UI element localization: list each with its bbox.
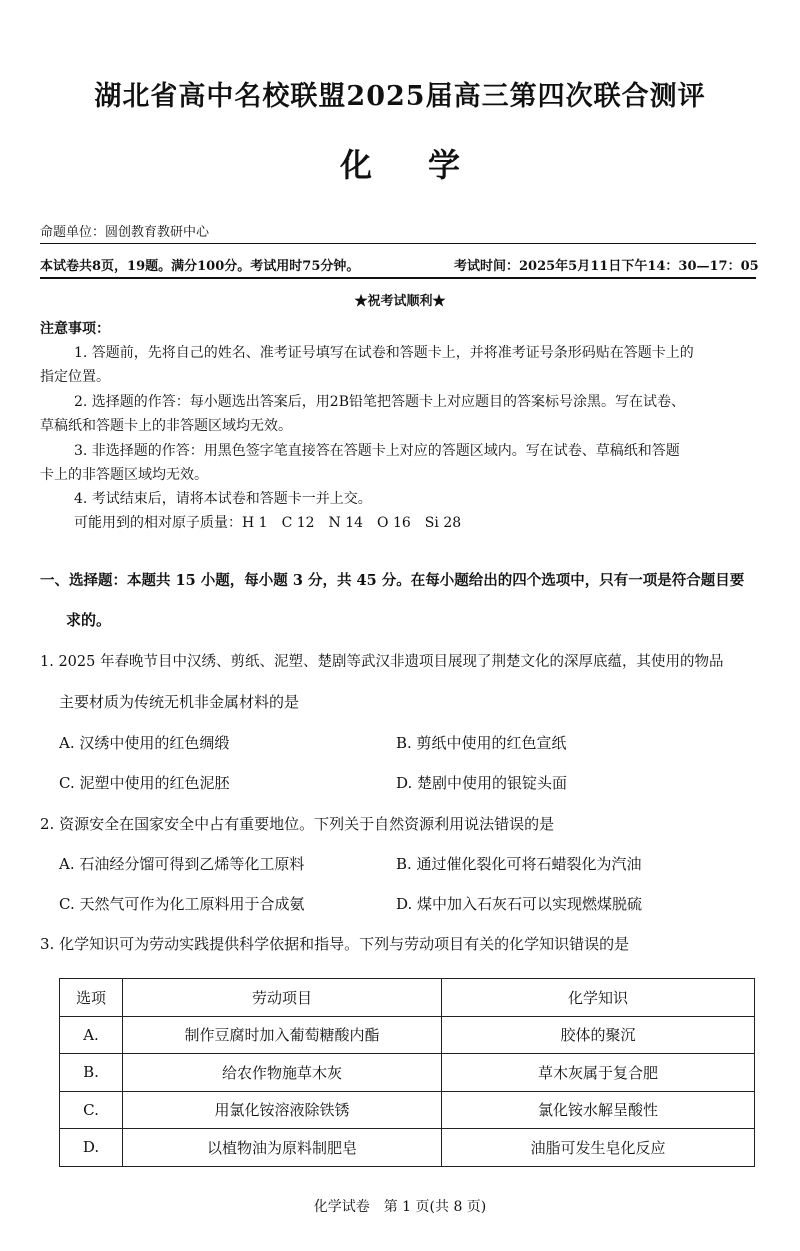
q2-option-d: D. 煤中加入石灰石可以实现燃煤脱硫 [396, 895, 643, 913]
notes-heading: 注意事项： [40, 321, 110, 337]
section-heading-cont: 求的。 [66, 611, 112, 629]
table-cell: 以植物油为原料制肥皂 [123, 1129, 442, 1167]
q2-option-c: C. 天然气可作为化工原料用于合成氨 [59, 895, 305, 913]
q2-option-b: B. 通过催化裂化可将石蜡裂化为汽油 [396, 855, 642, 873]
table-cell: 用氯化铵溶液除铁锈 [123, 1091, 442, 1129]
q1-option-d: D. 楚剧中使用的银锭头面 [396, 774, 568, 792]
table-header-cell: 劳动项目 [123, 979, 442, 1017]
table-cell: A. [60, 1016, 123, 1054]
exam-title: 湖北省高中名校联盟2025届高三第四次联合测评 [94, 81, 706, 112]
table-cell: 给农作物施草木灰 [123, 1054, 442, 1092]
note-line: 2. 选择题的作答：每小题选出答案后，用2B铅笔把答题卡上对应题目的答案标号涂黑。写在试卷、 [74, 394, 686, 410]
table-header-cell: 化学知识 [442, 979, 755, 1017]
section-heading: 一、选择题：本题共 15 小题，每小题 3 分，共 45 分。在每小题给出的四个选项中，只有一项是符合题目要 [40, 572, 745, 589]
page-footer: 化学试卷 第 1 页(共 8 页) [313, 1199, 487, 1215]
divider-top [40, 243, 756, 244]
table-cell: 氯化铵水解呈酸性 [442, 1091, 755, 1129]
q2-option-a: A. 石油经分馏可得到乙烯等化工原料 [59, 855, 305, 873]
table-cell: 制作豆腐时加入葡萄糖酸内酯 [123, 1016, 442, 1054]
q1-stem-cont: 主要材质为传统无机非金属材料的是 [59, 693, 300, 711]
table-cell: 胶体的聚沉 [442, 1016, 755, 1054]
note-line: 卡上的非答题区域均无效。 [40, 467, 208, 483]
note-line: 3. 非选择题的作答：用黑色签字笔直接答在答题卡上对应的答题区域内。写在试卷、草稿纸和答题 [74, 443, 680, 459]
exam-info-right: 考试时间：2025年5月11日下午14：30—17：05 [454, 259, 759, 274]
table-cell: 油脂可发生皂化反应 [442, 1129, 755, 1167]
subject-title: 化学 [339, 146, 516, 184]
table-row [60, 1016, 755, 1054]
wish-line: ★祝考试顺利★ [354, 294, 446, 309]
note-line: 指定位置。 [40, 369, 110, 385]
table-cell: B. [60, 1054, 123, 1092]
exam-info-left: 本试卷共8页，19题。满分100分。考试用时75分钟。 [40, 259, 360, 274]
table-cell: 草木灰属于复合肥 [442, 1054, 755, 1092]
atomic-masses: 可能用到的相对原子质量：H 1 C 12 N 14 O 16 Si 28 [74, 515, 462, 531]
table-cell: C. [60, 1091, 123, 1129]
table-row [60, 1091, 755, 1129]
table-row [60, 1129, 755, 1167]
table-cell: D. [60, 1129, 123, 1167]
table-header-row [60, 979, 755, 1017]
note-line: 4. 考试结束后，请将本试卷和答题卡一并上交。 [74, 491, 372, 507]
divider-bottom [40, 277, 756, 279]
q1-option-a: A. 汉绣中使用的红色绸缎 [59, 734, 230, 752]
q1-option-b: B. 剪纸中使用的红色宣纸 [396, 734, 567, 752]
q3-stem: 3. 化学知识可为劳动实践提供科学依据和指导。下列与劳动项目有关的化学知识错误的是 [40, 935, 630, 953]
q1-stem: 1. 2025 年春晚节目中汉绣、剪纸、泥塑、楚剧等武汉非遗项目展现了荆楚文化的深厚底蕴，其使用的物品 [40, 654, 724, 670]
q2-stem: 2. 资源安全在国家安全中占有重要地位。下列关于自然资源利用说法错误的是 [40, 815, 555, 833]
table-header-cell: 选项 [60, 979, 123, 1017]
table-row [60, 1054, 755, 1092]
note-line: 1. 答题前，先将自己的姓名、准考证号填写在试卷和答题卡上，并将准考证号条形码贴在答题卡上的 [74, 345, 694, 361]
author-line: 命题单位：圆创教育教研中心 [40, 225, 210, 240]
q3-table [59, 978, 755, 1167]
q1-option-c: C. 泥塑中使用的红色泥胚 [59, 774, 230, 792]
note-line: 草稿纸和答题卡上的非答题区域均无效。 [40, 418, 292, 434]
